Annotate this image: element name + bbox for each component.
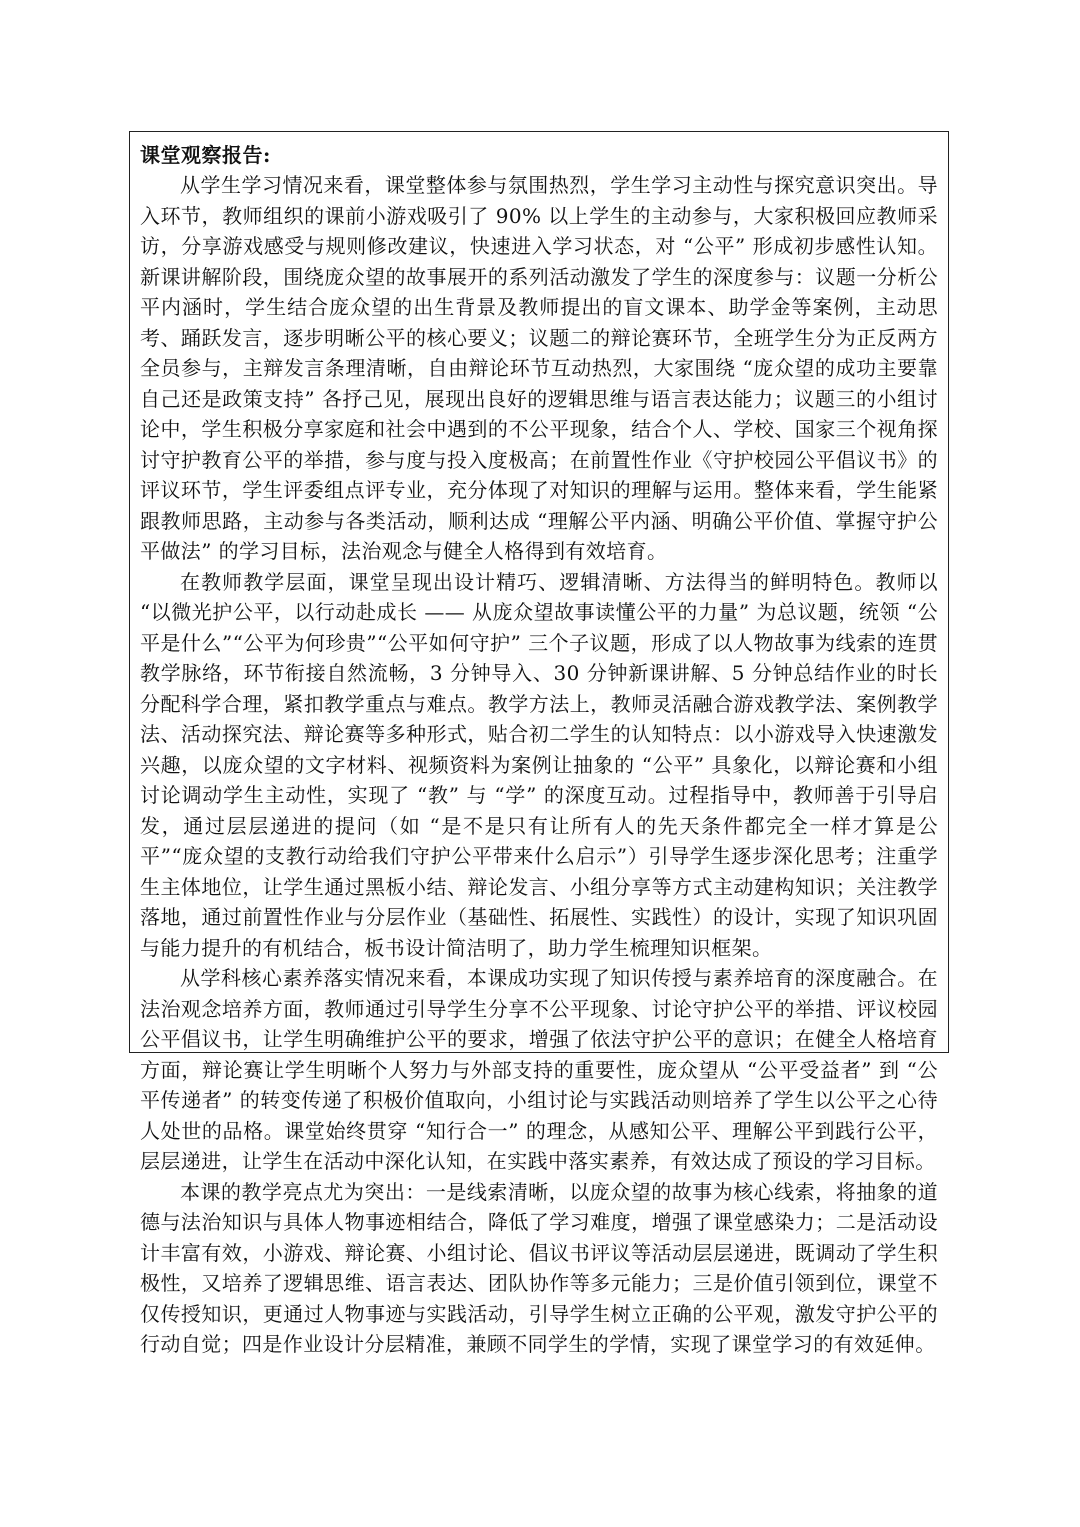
paragraph-core-literacy: 从学科核心素养落实情况来看，本课成功实现了知识传授与素养培育的深度融合。在法治观念培养方面，教师通过引导学生分享不公平现象、讨论守护公平的举措、评议校园公平倡议书，让学生明确维护公平的要求，增强了依法守护公平的意识；在健全人格培育方面，辩论赛让学生明晰个人努力与外部支持的重要性，庞众望从 “公平受益者” 到 “公平传递者” 的转变传递了积极价值取向，小组讨论与实践活动则培养了学生以公平之心待人处世的品格。课堂始终贯穿 “知行合一” 的理念，从感知公平、理解公平到践行公平，层层递进，让学生在活动中深化认知，在实践中落实素养，有效达成了预设的学习目标。 <box>140 966 938 1173</box>
paragraph-highlights: 本课的教学亮点尤为突出：一是线索清晰，以庞众望的故事为核心线索，将抽象的道德与法治知识与具体人物事迹相结合，降低了学习难度，增强了课堂感染力；二是活动设计丰富有效，小游戏、辩论赛、小组讨论、倡议书评议等活动层层递进，既调动了学生积极性，又培养了逻辑思维、语言表达、团队协作等多元能力；三是价值引领到位，课堂不仅传授知识，更通过人物事迹与实践活动，引导学生树立正确的公平观，激发守护公平的行动自觉；四是作业设计分层精准，兼顾不同学生的学情，实现了课堂学习的有效延伸。 <box>140 1179 938 1356</box>
paragraph-teacher-teaching: 在教师教学层面，课堂呈现出设计精巧、逻辑清晰、方法得当的鲜明特色。教师以 “以微光护公平，以行动赴成长 —— 从庞众望故事读懂公平的力量” 为总议题，统领 “公平是什么”“公平为何珍贵”“公平如何守护” 三个子议题，形成了以人物故事为线索的连贯教学脉络，环节衔接自然流畅，3 分钟导入、30 分钟新课讲解、5 分钟总结作业的时长分配科学合理，紧扣教学重点与难点。教学方法上，教师灵活融合游戏教学法、案例教学法、活动探究法、辩论赛等多种形式，贴合初二学生的认知特点：以小游戏导入快速激发兴趣，以庞众望的文字材料、视频资料为案例让抽象的 “公平” 具象化，以辩论赛和小组讨论调动学生主动性，实现了 “教” 与 “学” 的深度互动。过程指导中，教师善于引导启发，通过层层递进的提问（如 “是不是只有让所有人的先天条件都完全一样才算是公平”“庞众望的支教行动给我们守护公平带来什么启示”）引导学生逐步深化思考；注重学生主体地位，让学生通过黑板小结、辩论发言、小组分享等方式主动建构知识；关注教学落地，通过前置性作业与分层作业（基础性、拓展性、实践性）的设计，实现了知识巩固与能力提升的有机结合，板书设计简洁明了，助力学生梳理知识框架。 <box>140 569 938 960</box>
report-box <box>129 131 949 1356</box>
paragraph-student-learning: 从学生学习情况来看，课堂整体参与氛围热烈，学生学习主动性与探究意识突出。导入环节，教师组织的课前小游戏吸引了 90% 以上学生的主动参与，大家积极回应教师采访，分享游戏感受与规则修改建议，快速进入学习状态，对 “公平” 形成初步感性认知。新课讲解阶段，围绕庞众望的故事展开的系列活动激发了学生的深度参与：议题一分析公平内涵时，学生结合庞众望的出生背景及教师提出的盲文课本、助学金等案例，主动思考、踊跃发言，逐步明晰公平的核心要义；议题二的辩论赛环节，全班学生分为正反两方全员参与，主辩发言条理清晰，自由辩论环节互动热烈，大家围绕 “庞众望的成功主要靠自己还是政策支持” 各抒己见，展现出良好的逻辑思维与语言表达能力；议题三的小组讨论中，学生积极分享家庭和社会中遇到的不公平现象，结合个人、学校、国家三个视角探讨守护教育公平的举措，参与度与投入度极高；在前置性作业《守护校园公平倡议书》的评议环节，学生评委组点评专业，充分体现了对知识的理解与运用。整体来看，学生能紧跟教师思路，主动参与各类活动，顺利达成 “理解公平内涵、明确公平价值、掌握守护公平做法” 的学习目标，法治观念与健全人格得到有效培育。 <box>140 173 938 563</box>
report-title: 课堂观察报告: <box>140 143 271 167</box>
